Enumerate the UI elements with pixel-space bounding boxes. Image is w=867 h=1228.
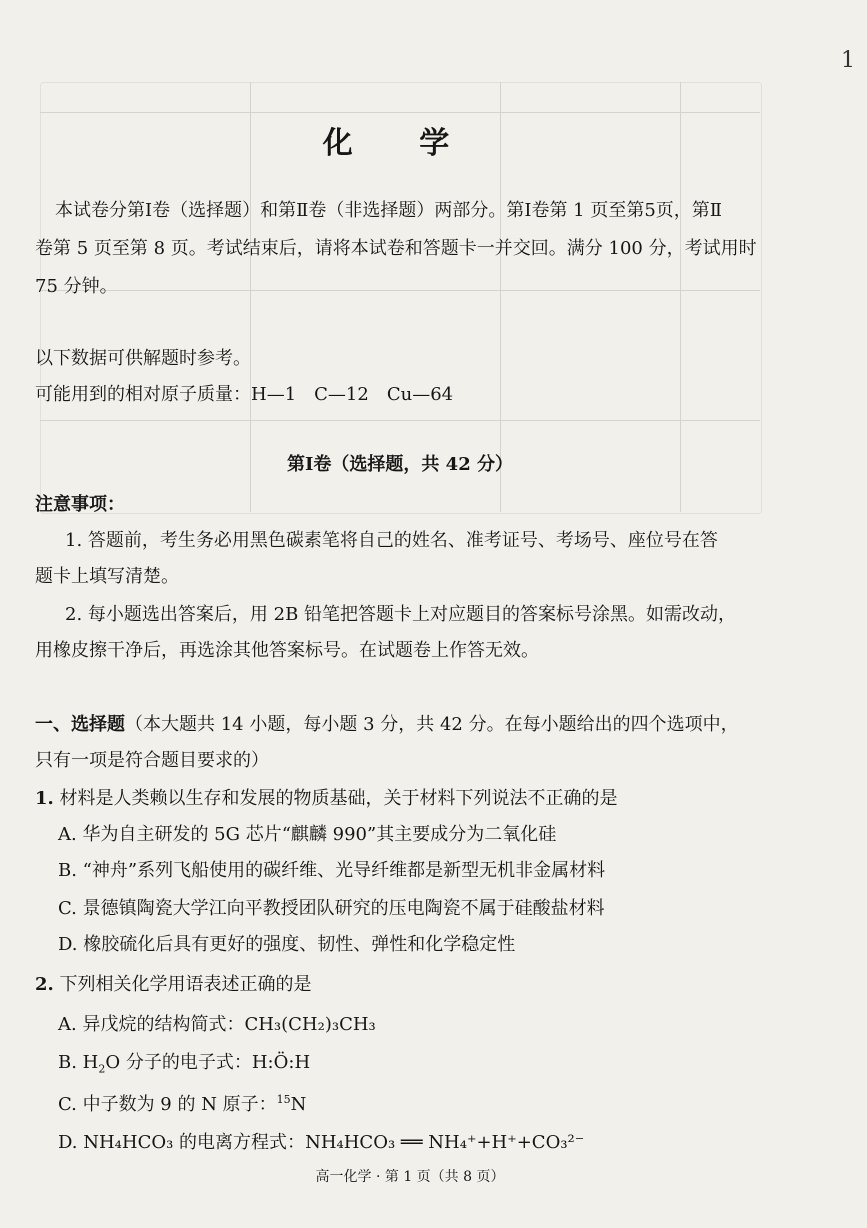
part1-heading-line xyxy=(35,710,739,736)
question-1-number: 1. xyxy=(35,788,54,809)
section-title: 第Ⅰ卷（选择题，共 42 分） xyxy=(286,454,513,475)
intro-line-1: 本试卷分第Ⅰ卷（选择题）和第Ⅱ卷（非选择题）两部分。第Ⅰ卷第 1 页至第5页，第Ⅱ xyxy=(55,200,723,221)
question-2-option-d-formula: NH₄HCO₃ ══ NH₄⁺+H⁺+CO₃²⁻ xyxy=(305,1132,585,1153)
question-2-option-b xyxy=(58,1048,310,1076)
question-2-stem: 下列相关化学用语表述正确的是 xyxy=(59,974,312,995)
question-2-option-d xyxy=(58,1128,584,1154)
part1-heading: 一、选择题 xyxy=(35,714,125,735)
intro-line-2: 卷第 5 页至第 8 页。考试结束后，请将本试卷和答题卡一并交回。满分 100 分，考试用时 xyxy=(35,238,757,259)
question-2-option-b-subscript: 2 xyxy=(98,1062,106,1076)
bleed-through-rule xyxy=(40,290,760,291)
question-2-option-b-formula: H:Ö:H xyxy=(251,1052,311,1073)
question-2-option-d-text: D. NH₄HCO₃ 的电离方程式： xyxy=(58,1132,306,1153)
question-1-stem: 材料是人类赖以生存和发展的物质基础，关于材料下列说法不正确的是 xyxy=(59,788,618,809)
question-2-option-a xyxy=(58,1010,376,1036)
question-2-option-c-symbol: N xyxy=(290,1094,307,1115)
page-footer: 高一化学 · 第 1 页（共 8 页） xyxy=(315,1169,505,1185)
question-1-option-b: B. “神舟”系列飞船使用的碳纤维、光导纤维都是新型无机非金属材料 xyxy=(58,860,606,881)
notes-item-1-line-2: 题卡上填写清楚。 xyxy=(35,566,179,587)
question-2-option-c xyxy=(58,1090,306,1116)
question-1-option-c: C. 景德镇陶瓷大学江向平教授团队研究的压电陶瓷不属于硅酸盐材料 xyxy=(58,898,605,919)
part1-description: （本大题共 14 小题，每小题 3 分，共 42 分。在每小题给出的四个选项中， xyxy=(125,714,739,735)
question-2-number: 2. xyxy=(35,974,54,995)
bleed-through-rule xyxy=(40,420,760,421)
question-1-option-a: A. 华为自主研发的 5G 芯片“麒麟 990”其主要成分为二氧化硅 xyxy=(58,824,557,845)
question-1 xyxy=(35,784,618,810)
notes-item-2-line-1: 2. 每小题选出答案后，用 2B 铅笔把答题卡上对应题目的答案标号涂黑。如需改动， xyxy=(65,604,737,625)
question-2-option-b-prefix: B. H xyxy=(58,1052,99,1073)
question-2-option-b-text: O 分子的电子式： xyxy=(105,1052,252,1073)
question-2-option-a-text: A. 异戊烷的结构简式： xyxy=(58,1014,245,1035)
page-title: 化 学 xyxy=(322,126,478,161)
notes-heading: 注意事项： xyxy=(35,494,125,515)
question-2-option-c-text: C. 中子数为 9 的 N 原子： xyxy=(58,1094,277,1115)
reference-line-1: 以下数据可供解题时参考。 xyxy=(35,348,251,369)
bleed-through-rule xyxy=(40,112,760,113)
question-2-option-a-formula: CH₃(CH₂)₃CH₃ xyxy=(244,1014,376,1035)
question-2-option-c-mass-number: 15 xyxy=(276,1093,291,1106)
reference-line-2: 可能用到的相对原子质量：H—1 C—12 Cu—64 xyxy=(35,384,454,405)
question-1-option-d: D. 橡胶硫化后具有更好的强度、韧性、弹性和化学稳定性 xyxy=(58,934,516,955)
intro-line-3: 75 分钟。 xyxy=(35,276,118,297)
page-edge-mark: 1 xyxy=(841,48,855,73)
notes-item-1-line-1: 1. 答题前，考生务必用黑色碳素笔将自己的姓名、准考证号、考场号、座位号在答 xyxy=(65,530,718,551)
part1-description-line-2: 只有一项是符合题目要求的） xyxy=(35,750,269,771)
notes-item-2-line-2: 用橡皮擦干净后，再选涂其他答案标号。在试题卷上作答无效。 xyxy=(35,640,539,661)
question-2 xyxy=(35,970,312,996)
